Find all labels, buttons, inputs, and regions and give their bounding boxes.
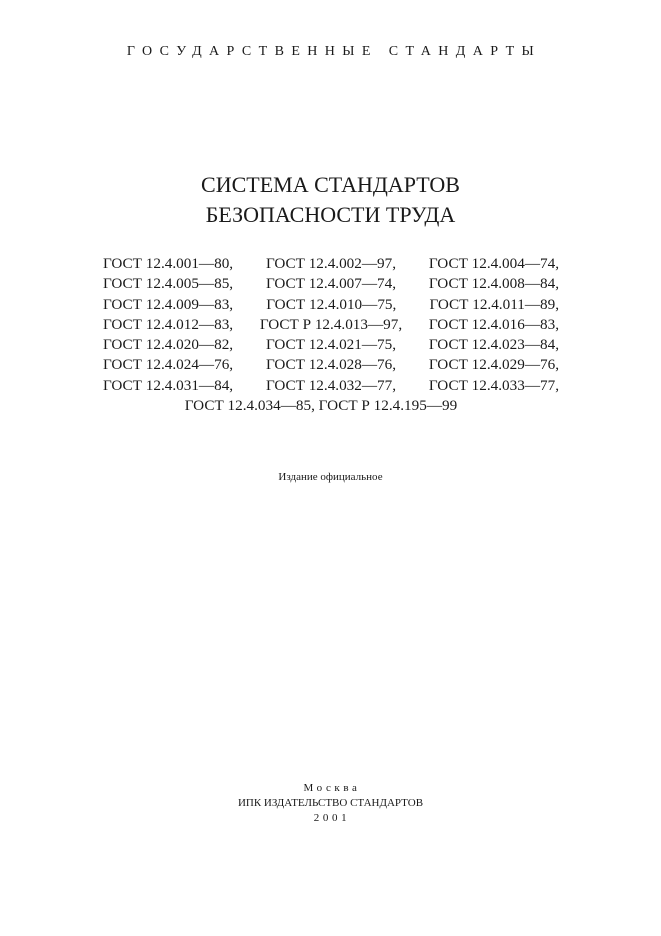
gost-item: ГОСТ 12.4.020—82, [103, 336, 234, 354]
gost-item: ГОСТ Р 12.4.013—97, [259, 315, 403, 333]
edition-note: Издание официальное [278, 471, 383, 483]
imprint-year: 2001 [313, 812, 351, 824]
gost-standards-list [103, 254, 559, 416]
gost-line [103, 355, 559, 375]
gost-item: ГОСТ 12.4.016—83, [428, 315, 559, 333]
gost-item: ГОСТ 12.4.031—84, [103, 376, 234, 394]
gost-item: ГОСТ 12.4.009—83, [103, 295, 234, 313]
gost-line [103, 295, 559, 315]
gost-line [103, 254, 559, 274]
title-line-2: БЕЗОПАСНОСТИ ТРУДА [205, 202, 456, 227]
document-title [0, 170, 661, 230]
gost-line [103, 376, 559, 396]
gost-item: ГОСТ 12.4.007—74, [265, 275, 397, 293]
imprint-city: Москва [303, 782, 361, 794]
gost-item: ГОСТ 12.4.021—75, [265, 336, 397, 354]
series-header: ГОСУДАРСТВЕННЫЕ СТАНДАРТЫ [126, 44, 542, 59]
gost-item: ГОСТ 12.4.023—84, [428, 336, 559, 354]
imprint-publisher: ИПК ИЗДАТЕЛЬСТВО СТАНДАРТОВ [237, 797, 424, 809]
gost-line [103, 315, 559, 335]
gost-item: ГОСТ 12.4.024—76, [103, 356, 234, 374]
gost-item: ГОСТ 12.4.002—97, [265, 255, 397, 272]
gost-item: ГОСТ 12.4.004—74, [428, 255, 559, 272]
gost-line [103, 335, 559, 355]
imprint [0, 781, 661, 826]
gost-item: ГОСТ 12.4.008—84, [428, 275, 559, 293]
gost-item: ГОСТ 12.4.033—77, [428, 376, 559, 394]
gost-item: ГОСТ 12.4.005—85, [103, 275, 234, 293]
gost-item: ГОСТ 12.4.012—83, [103, 315, 234, 333]
gost-item: ГОСТ 12.4.032—77, [265, 376, 397, 394]
gost-line [103, 274, 559, 294]
gost-line-last: ГОСТ 12.4.034—85, ГОСТ Р 12.4.195—99 [184, 397, 458, 415]
title-line-1: СИСТЕМА СТАНДАРТОВ [201, 172, 460, 197]
gost-item: ГОСТ 12.4.011—89, [429, 295, 559, 313]
gost-item: ГОСТ 12.4.028—76, [265, 356, 397, 374]
gost-item: ГОСТ 12.4.010—75, [266, 295, 397, 313]
gost-item: ГОСТ 12.4.029—76, [428, 356, 559, 374]
gost-item: ГОСТ 12.4.001—80, [103, 255, 234, 272]
